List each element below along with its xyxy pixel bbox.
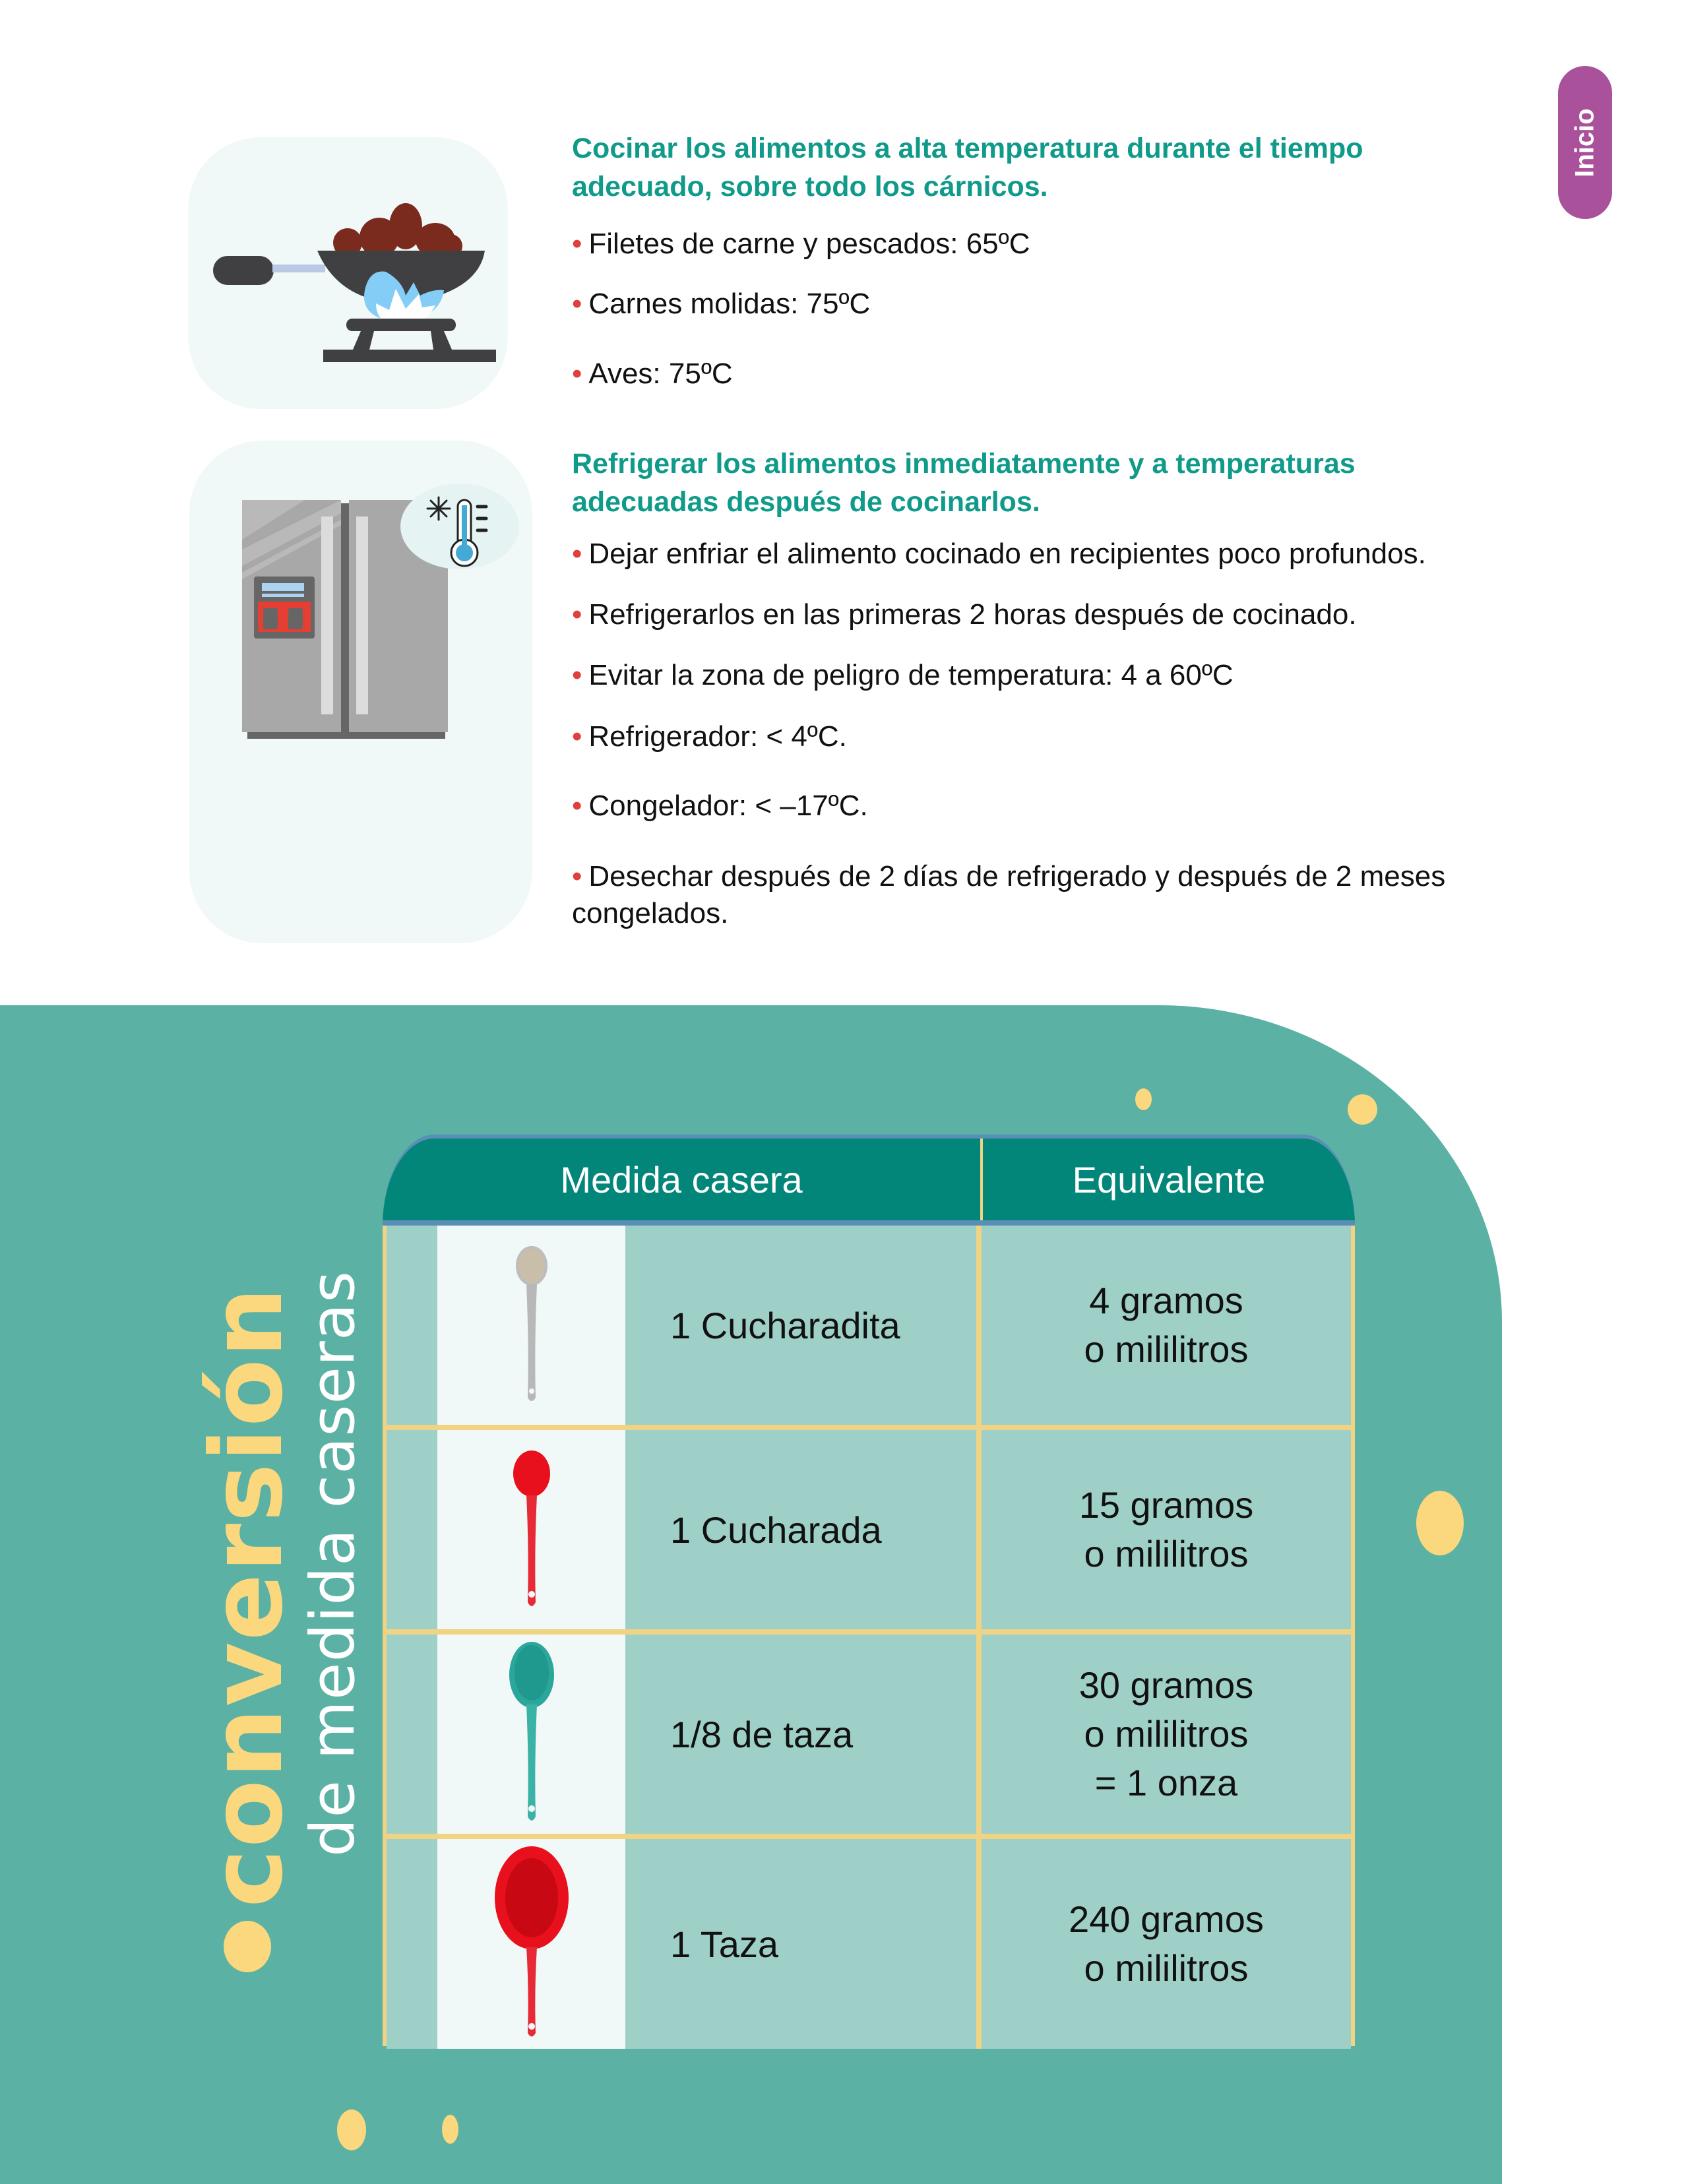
bullet-icon: • bbox=[572, 720, 582, 753]
measure-label: 1 Cucharada bbox=[625, 1430, 976, 1629]
measure-label: 1 Taza bbox=[625, 1839, 976, 2049]
cooking-illustration-card bbox=[188, 137, 508, 409]
column-header-equivalente: Equivalente bbox=[980, 1139, 1355, 1220]
bullet-icon: • bbox=[572, 358, 582, 390]
refrigerator-thermometer-icon bbox=[189, 441, 532, 943]
teaspoon-icon bbox=[505, 1239, 558, 1411]
table-body bbox=[383, 1226, 1355, 2046]
cooking-temperature-list bbox=[572, 226, 1509, 392]
conversion-title-main: conversión bbox=[198, 1286, 297, 1972]
title-dot-icon bbox=[224, 1921, 271, 1972]
bullet-icon: • bbox=[572, 790, 582, 822]
list-item: • Dejar enfriar el alimento cocinado en recipientes poco profundos. bbox=[572, 538, 1426, 570]
table-row bbox=[387, 1226, 1351, 1425]
list-item: • Aves: 75ºC bbox=[572, 358, 733, 390]
decorative-dot bbox=[1416, 1491, 1464, 1555]
refrigeration-section-title: Refrigerar los alimentos inmediatamente y a temperaturas adecuadas después de cocinarlos. bbox=[572, 448, 1356, 518]
column-header-medida: Medida casera bbox=[560, 1158, 803, 1201]
list-item: • Carnes molidas: 75ºC bbox=[572, 288, 871, 320]
decorative-dot bbox=[337, 2109, 366, 2150]
decorative-dot bbox=[442, 2115, 458, 2144]
measure-label: 1 Cucharadita bbox=[625, 1226, 976, 1425]
equivalent-value: 4 gramos o mililitros bbox=[982, 1226, 1351, 1425]
list-item: • Filetes de carne y pescados: 65ºC bbox=[572, 228, 1030, 260]
tablespoon-photo bbox=[437, 1430, 625, 1629]
bullet-icon: • bbox=[572, 538, 582, 570]
table-row bbox=[387, 1430, 1351, 1629]
table-row bbox=[387, 1635, 1351, 1834]
bullet-icon: • bbox=[572, 288, 582, 320]
table-row bbox=[387, 1839, 1351, 2049]
eighth-cup-photo bbox=[437, 1635, 625, 1834]
cooking-section bbox=[572, 129, 1509, 392]
list-item: • Congelador: < –17ºC. bbox=[572, 790, 868, 822]
cup-scoop-icon bbox=[492, 1845, 571, 2043]
measure-label: 1/8 de taza bbox=[625, 1635, 976, 1834]
teaspoon-photo bbox=[437, 1226, 625, 1425]
tablespoon-icon bbox=[505, 1444, 558, 1615]
decorative-dot bbox=[1135, 1088, 1152, 1110]
decorative-dot bbox=[1348, 1094, 1377, 1125]
equivalent-value: 30 gramos o mililitros = 1 onza bbox=[982, 1635, 1351, 1834]
bullet-icon: • bbox=[572, 228, 582, 260]
bullet-icon: • bbox=[572, 659, 582, 691]
frying-pan-on-stove-icon bbox=[188, 137, 508, 409]
list-item: • Refrigerador: < 4ºC. bbox=[572, 720, 847, 753]
cup-photo bbox=[437, 1839, 625, 2049]
equivalent-value: 15 gramos o mililitros bbox=[982, 1430, 1351, 1629]
refrigeration-list bbox=[572, 536, 1509, 932]
inicio-label: Inicio bbox=[1570, 108, 1600, 177]
inicio-button[interactable] bbox=[1558, 66, 1612, 219]
list-item: • Evitar la zona de peligro de temperatura: 4 a 60ºC bbox=[572, 659, 1234, 691]
refrigeration-section bbox=[572, 445, 1509, 932]
conversion-table bbox=[383, 1135, 1355, 2046]
list-item: • Desechar después de 2 días de refrigerado y después de 2 meses congelados. bbox=[572, 860, 1446, 929]
list-item: • Refrigerarlos en las primeras 2 horas después de cocinado. bbox=[572, 598, 1357, 631]
bullet-icon: • bbox=[572, 860, 582, 892]
table-header bbox=[383, 1135, 1355, 1226]
eighth-cup-scoop-icon bbox=[499, 1638, 565, 1830]
conversion-title bbox=[191, 1240, 376, 1972]
refrigeration-illustration-card bbox=[189, 441, 532, 943]
bullet-icon: • bbox=[572, 598, 582, 631]
equivalent-value: 240 gramos o mililitros bbox=[982, 1839, 1351, 2049]
cooking-section-title: Cocinar los alimentos a alta temperatura durante el tiempo adecuado, sobre todo los cárnicos. bbox=[572, 133, 1363, 203]
conversion-title-sub: de medida caseras bbox=[297, 1270, 368, 1857]
